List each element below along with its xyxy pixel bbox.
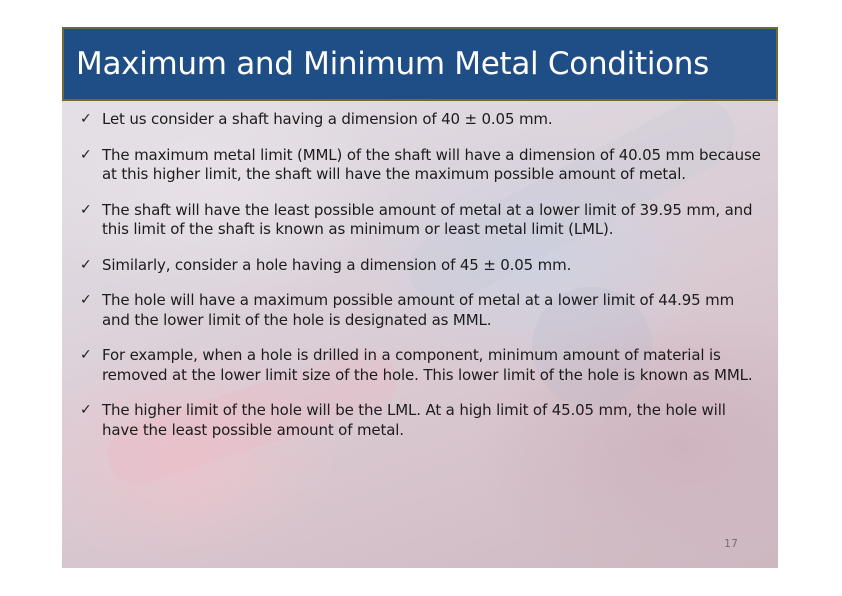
check-icon: ✓	[80, 292, 92, 308]
bullet-item	[76, 346, 766, 385]
slide-title: Maximum and Minimum Metal Conditions	[76, 46, 710, 82]
bullet-item	[76, 146, 766, 185]
bullet-text: The maximum metal limit (MML) of the shaft will have a dimension of 40.05 mm because at this higher limit, the shaft will have the maximum possible amount of metal.	[102, 145, 761, 183]
bullet-text: The higher limit of the hole will be the LML. At a high limit of 45.05 mm, the hole will have the least possible amount of metal.	[102, 401, 726, 439]
bullet-text: The hole will have a maximum possible amount of metal at a lower limit of 44.95 mm and the lower limit of the hole is designated as MML.	[102, 291, 735, 329]
bullet-list	[76, 110, 766, 456]
bullet-item	[76, 401, 766, 440]
bullet-item	[76, 256, 766, 276]
check-icon: ✓	[80, 347, 92, 363]
check-icon: ✓	[80, 201, 92, 218]
check-icon: ✓	[80, 256, 92, 273]
bullet-item	[76, 110, 766, 130]
check-icon: ✓	[80, 146, 92, 163]
bullet-item	[76, 201, 766, 240]
bullet-text: Similarly, consider a hole having a dimension of 45 ± 0.05 mm.	[102, 255, 572, 274]
title-bar	[62, 27, 778, 101]
bullet-text: The shaft will have the least possible amount of metal at a lower limit of 39.95 mm, and this limit of the shaft is known as minimum or least metal limit (LML).	[102, 200, 753, 238]
check-icon: ✓	[80, 402, 92, 418]
check-icon: ✓	[80, 111, 92, 127]
bullet-text: Let us consider a shaft having a dimension of 40 ± 0.05 mm.	[102, 110, 553, 128]
bullet-item	[76, 291, 766, 330]
bullet-text: For example, when a hole is drilled in a component, minimum amount of material is removed at the lower limit size of the hole. This lower limit of the hole is known as MML.	[102, 346, 753, 384]
slide	[62, 27, 778, 568]
page-number: 17	[724, 537, 738, 550]
